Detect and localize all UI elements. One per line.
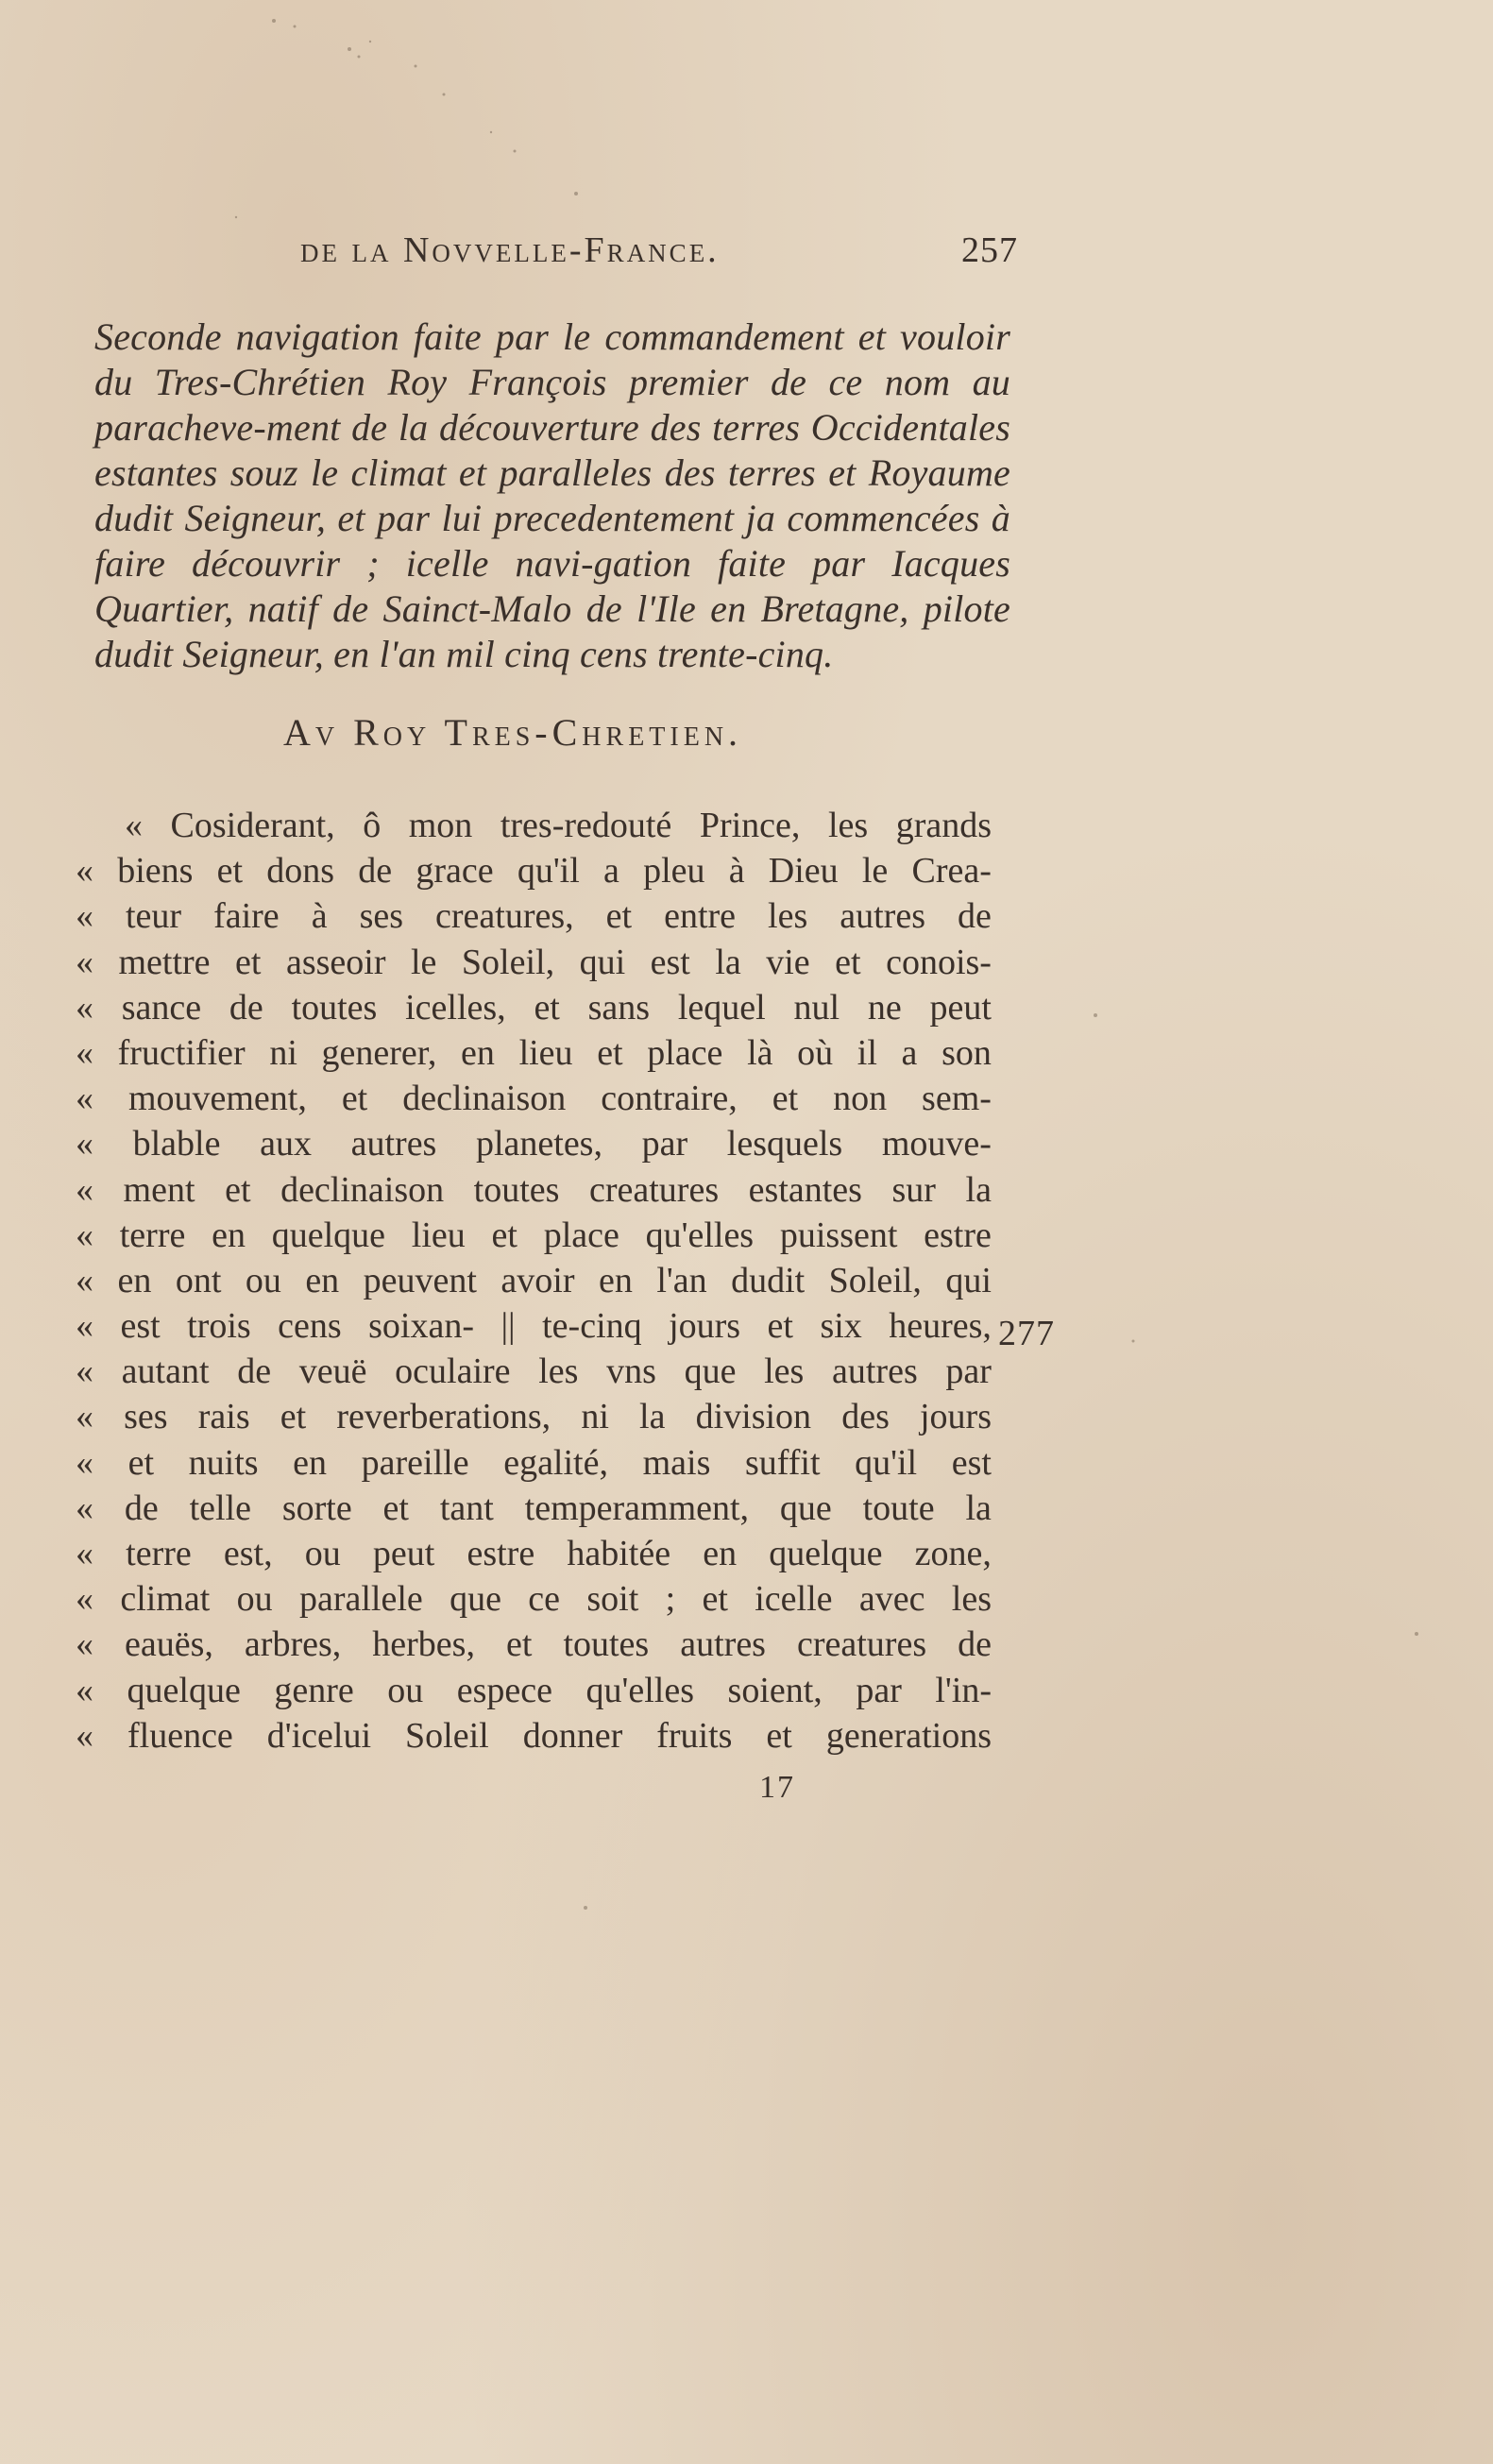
body-line: « et nuits en pareille egalité, mais suffit qu'il est xyxy=(76,1442,992,1483)
body-line: « de telle sorte et tant temperamment, que toute la xyxy=(76,1487,992,1528)
body-line: « quelque genre ou espece qu'elles soient, par l'in- xyxy=(76,1670,992,1710)
body-line: « autant de veuë oculaire les vns que les autres par xyxy=(76,1351,992,1392)
body-line: « Cosiderant, ô mon tres-redouté Prince, les grands xyxy=(125,806,992,845)
body-line: « eauës, arbres, herbes, et toutes autres creatures de xyxy=(76,1624,992,1665)
body-line: « terre est, ou peut estre habitée en quelque zone, xyxy=(76,1534,992,1573)
body-line: « blable aux autres planetes, par lesquels mouve- xyxy=(76,1124,992,1164)
body-line: « fructifier ni generer, en lieu et place là où il a son xyxy=(76,1032,992,1073)
body-line: « est trois cens soixan- || te-cinq jours et six heures, xyxy=(76,1306,992,1347)
body-line: « teur faire à ses creatures, et entre les autres de xyxy=(76,896,992,937)
running-head-title: de la Novvelle-France. xyxy=(300,230,720,270)
body-line: « ses rais et reverberations, ni la division des jours xyxy=(76,1397,992,1437)
body-line: « en ont ou en peuvent avoir en l'an dudit Soleil, qui xyxy=(76,1260,992,1300)
body-line: « terre en quelque lieu et place qu'elles puissent estre xyxy=(76,1215,992,1255)
dedication-title: Av Roy Tres-Chretien. xyxy=(283,711,743,754)
body-line: « mouvement, et declinaison contraire, et non sem- xyxy=(76,1079,992,1119)
body-line: « mettre et asseoir le Soleil, qui est la vie et conois- xyxy=(76,942,992,982)
body-line: « ment et declinaison toutes creatures estantes sur la xyxy=(76,1169,992,1210)
body-text xyxy=(76,803,992,1759)
body-line: « biens et dons de grace qu'il a pleu à Dieu le Crea- xyxy=(76,851,992,892)
chapter-heading: Seconde navigation faite par le commandement et vouloir du Tres-Chrétien Roy François premier de ce nom au paracheve-ment de la découverture des terres Occidentales estantes souz le climat et paralleles des terres et Royaume dudit Seigneur, et par lui precedentement ja commencées à faire découvrir ; icelle navi-gation faite par Iacques Quartier, natif de Sainct-Malo de l'Ile en Bretagne, pilote dudit Seigneur, en l'an mil cinq cens trente-cinq. xyxy=(94,315,1010,675)
body-line: « climat ou parallele que ce soit ; et icelle avec les xyxy=(76,1579,992,1620)
body-line: « fluence d'icelui Soleil donner fruits et generations xyxy=(76,1715,992,1756)
signature-mark: 17 xyxy=(759,1770,795,1805)
running-head xyxy=(300,229,1018,286)
page-number: 257 xyxy=(961,230,1018,270)
body-line: « sance de toutes icelles, et sans lequel nul ne peut xyxy=(76,987,992,1028)
margin-reference-number: 277 xyxy=(998,1314,1055,1353)
